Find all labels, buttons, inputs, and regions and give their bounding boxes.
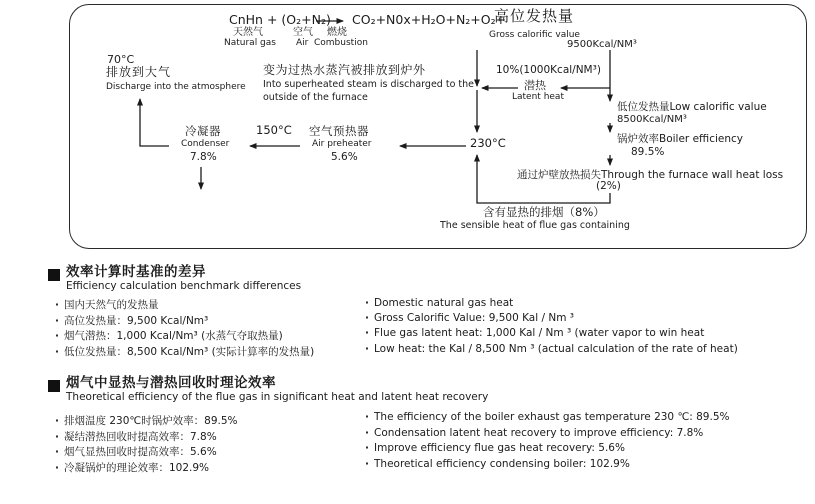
wall-heat-loss-value: (2%) xyxy=(596,180,621,192)
air-preheater-cn: 空气预热器 xyxy=(309,124,369,138)
bullet-item: · 高位发热量：9,500 Kcal/Nm³ xyxy=(55,314,314,330)
superheated-cn: 变为过热水蒸汽被排放到炉外 xyxy=(263,63,426,77)
section2-title-cn: 烟气中显热与潜热回收时理论效率 xyxy=(66,375,276,391)
bullet-item: · Gross Calorific Value: 9,500 Kal / Nm ³ xyxy=(365,311,738,326)
discharge-cn: 排放到大气 xyxy=(106,65,172,79)
bullet-item: · 烟气潜热：1,000 Kcal/Nm³ (水蒸气夺取热量) xyxy=(55,329,314,345)
temp-70c: 70°C xyxy=(107,53,135,66)
latent-heat-value: 10%(1000Kcal/NM³) xyxy=(496,64,601,76)
section2-bullets-cn xyxy=(55,414,238,476)
bullet-item: · 低位发热量：8,500 Kcal/Nm³ (实际计算率的发热量) xyxy=(55,345,314,361)
bullet-item: · Condensation latent heat recovery to improve efficiency: 7.8% xyxy=(365,426,729,442)
bullet-item: · Theoretical efficiency condensing boiler: 102.9% xyxy=(365,457,729,473)
temp-230c: 230°C xyxy=(470,136,506,150)
latent-heat-en: Latent heat xyxy=(512,92,564,102)
bullet-item: · Improve efficiency flue gas heat recovery: 5.6% xyxy=(365,441,729,457)
discharge-en: Discharge into the atmosphere xyxy=(106,82,246,92)
section1-title-en: Efficiency calculation benchmark differences xyxy=(66,280,302,292)
equation-rhs: CO₂+N0x+H₂O+N₂+O₂+ xyxy=(352,12,507,27)
bullet-item: · The efficiency of the boiler exhaust gas temperature 230 ℃: 89.5% xyxy=(365,410,729,426)
section2-square-marker-icon xyxy=(48,380,60,392)
section1-title-cn: 效率计算时基准的差异 xyxy=(66,264,206,280)
condenser-value: 7.8% xyxy=(190,151,217,163)
temp-150c: 150°C xyxy=(256,123,292,137)
latent-heat-cn: 潜热 xyxy=(524,79,546,92)
flow-arrows xyxy=(69,4,805,247)
air-preheater-en: Air preheater xyxy=(312,139,372,149)
flue-gas-cn: 含有显热的排烟（8%） xyxy=(483,205,605,219)
section2-bullets-en xyxy=(365,410,729,472)
superheated-en-line2: outside of the furnace xyxy=(263,92,368,103)
condenser-en: Condenser xyxy=(181,139,230,149)
section1-bullets-cn xyxy=(55,298,314,360)
air-preheater-value: 5.6% xyxy=(331,151,358,163)
condenser-cn: 冷凝器 xyxy=(185,124,221,138)
section1-square-marker-icon xyxy=(48,269,60,281)
label-natural-gas-en: Natural gas xyxy=(224,38,276,48)
equation-lhs: CnHn + (O₂+N₂) xyxy=(229,12,331,27)
label-combustion-en: Combustion xyxy=(314,38,368,48)
bullet-item: · 凝结潜热回收时提高效率：7.8% xyxy=(55,430,238,446)
label-combustion-cn: 燃烧 xyxy=(327,27,347,38)
bullet-item: · Low heat: the Kal / 8,500 Nm ³ (actual calculation of the rate of heat) xyxy=(365,342,738,357)
wall-heat-loss-label: 通过炉壁放热损失Through the furnace wall heat loss xyxy=(517,169,784,181)
bullet-item: · 烟气显热回收时提高效率：5.6% xyxy=(55,445,238,461)
section1-bullets-en xyxy=(365,296,738,357)
label-air-cn: 空气 xyxy=(293,27,313,38)
bullet-item: · 国内天然气的发热量 xyxy=(55,298,314,314)
bullet-item: · Domestic natural gas heat xyxy=(365,296,738,311)
superheated-en-line1: Into superheated steam is discharged to the xyxy=(263,79,474,90)
bullet-item: · Flue gas latent heat: 1,000 Kal / Nm ³ (water vapor to win heat xyxy=(365,326,738,341)
boiler-efficiency-value: 89.5% xyxy=(631,146,665,158)
low-calorific-value: 8500Kcal/NM³ xyxy=(617,114,687,125)
section2-title-en: Theoretical efficiency of the flue gas in significant heat and latent heat recovery xyxy=(66,391,489,403)
bullet-item: · 排烟温度 230℃时锅炉效率：89.5% xyxy=(55,414,238,430)
label-air-en: Air xyxy=(296,38,309,48)
flue-gas-en: The sensible heat of flue gas containing xyxy=(440,220,630,231)
gross-calorific-label: Gross calorific value xyxy=(489,30,580,40)
low-calorific-label: 低位发热量Low calorific value xyxy=(617,101,767,113)
boiler-efficiency-label: 锅炉效率Boiler efficiency xyxy=(617,133,743,145)
bullet-item: · 冷凝锅炉的理论效率：102.9% xyxy=(55,461,238,477)
label-natural-gas-cn: 天然气 xyxy=(233,27,263,38)
equation-product-gross-heat: 高位发热量 xyxy=(494,7,575,25)
gross-calorific-value: 9500Kcal/NM³ xyxy=(567,39,637,50)
